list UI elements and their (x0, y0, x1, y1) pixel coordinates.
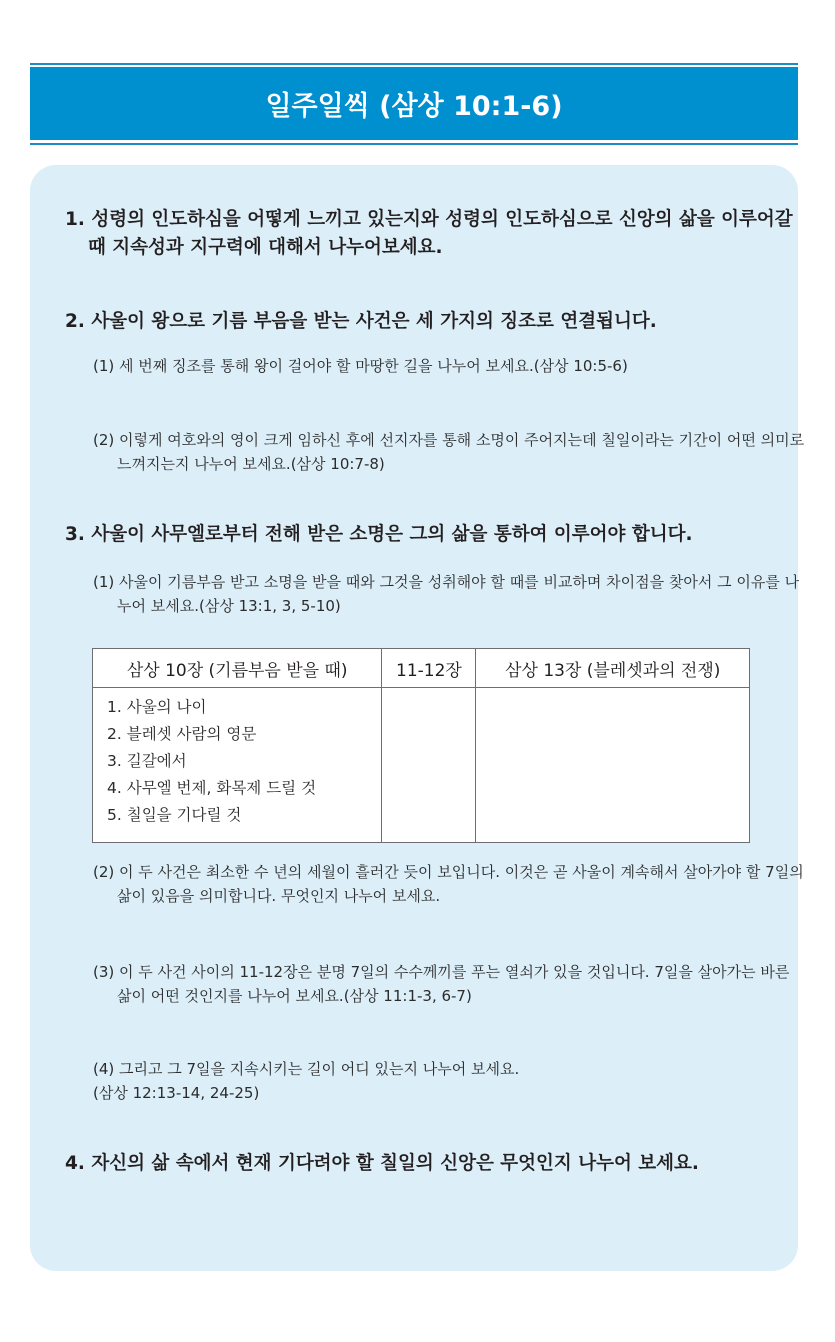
question-1: 1. 성령의 인도하심을 어떻게 느끼고 있는지와 성령의 인도하심으로 신앙의 삶을 이루어갈 때 지속성과 지구력에 대해서 나누어보세요. (65, 209, 793, 258)
table-header-row (93, 649, 750, 688)
title-rule-top (30, 63, 798, 65)
question-2-sub-2: (2) 이렇게 여호와의 영이 크게 임하신 후에 선지자를 통해 소명이 주어지는데 칠일이라는 기간이 어떤 의미로 느껴지는지 나누어 보세요.(삼상 10:7-8) (93, 431, 805, 473)
table-cell-chapter-11-12 (382, 688, 476, 843)
question-2: 2. 사울이 왕으로 기름 부음을 받는 사건은 세 가지의 징조로 연결됩니다. (65, 311, 657, 332)
title-rule-bottom (30, 143, 798, 145)
question-3-sub-1: (1) 사울이 기름부음 받고 소명을 받을 때와 그것을 성취해야 할 때를 비교하며 차이점을 찾아서 그 이유를 나누어 보세요.(삼상 13:1, 3, 5-10) (93, 573, 800, 615)
question-3-sub-4-text: (4) 그리고 그 7일을 지속시키는 길이 어디 있는지 나누어 보세요. (93, 1060, 520, 1078)
question-2-sub-1: (1) 세 번째 징조를 통해 왕이 걸어야 할 마땅한 길을 나누어 보세요.(삼상 10:5-6) (93, 357, 628, 375)
table-row (93, 688, 750, 843)
table-header-cell: 11-12장 (382, 649, 476, 688)
chapter-10-list (94, 689, 380, 829)
title-banner (30, 67, 798, 140)
question-3-sub-3: (3) 이 두 사건 사이의 11-12장은 분명 7일의 수수께끼를 푸는 열쇠가 있을 것입니다. 7일을 살아가는 바른 삶이 어떤 것인지를 나누어 보세요.(삼상 11:1-3, 6-7) (93, 963, 790, 1005)
table-header-cell: 삼상 10장 (기름부음 받을 때) (93, 649, 382, 688)
list-item: 3. 길갈에서 (107, 752, 187, 770)
list-item: 2. 블레셋 사람의 영문 (107, 725, 257, 743)
table-header-cell: 삼상 13장 (블레셋과의 전쟁) (476, 649, 750, 688)
page-title: 일주일씩 (삼상 10:1-6) (265, 91, 563, 122)
list-item: 5. 칠일을 기다릴 것 (107, 806, 242, 824)
question-4: 4. 자신의 삶 속에서 현재 기다려야 할 칠일의 신앙은 무엇인지 나누어 보세요. (65, 1153, 699, 1174)
table-cell-chapter-10 (93, 688, 382, 843)
question-3: 3. 사울이 사무엘로부터 전해 받은 소명은 그의 삶을 통하여 이루어야 합니다. (65, 524, 693, 545)
table-cell-chapter-13 (476, 688, 750, 843)
question-3-sub-4 (93, 1057, 783, 1105)
question-3-sub-2: (2) 이 두 사건은 최소한 수 년의 세월이 흘러간 듯이 보입니다. 이것은 곧 사울이 계속해서 살아가야 할 7일의 삶이 있음을 의미합니다. 무엇인지 나누어 보세요. (93, 863, 804, 905)
comparison-table (92, 648, 750, 843)
list-item: 4. 사무엘 번제, 화목제 드릴 것 (107, 779, 317, 797)
list-item: 1. 사울의 나이 (107, 698, 207, 716)
question-3-sub-4-reference: (삼상 12:13-14, 24-25) (93, 1084, 260, 1102)
